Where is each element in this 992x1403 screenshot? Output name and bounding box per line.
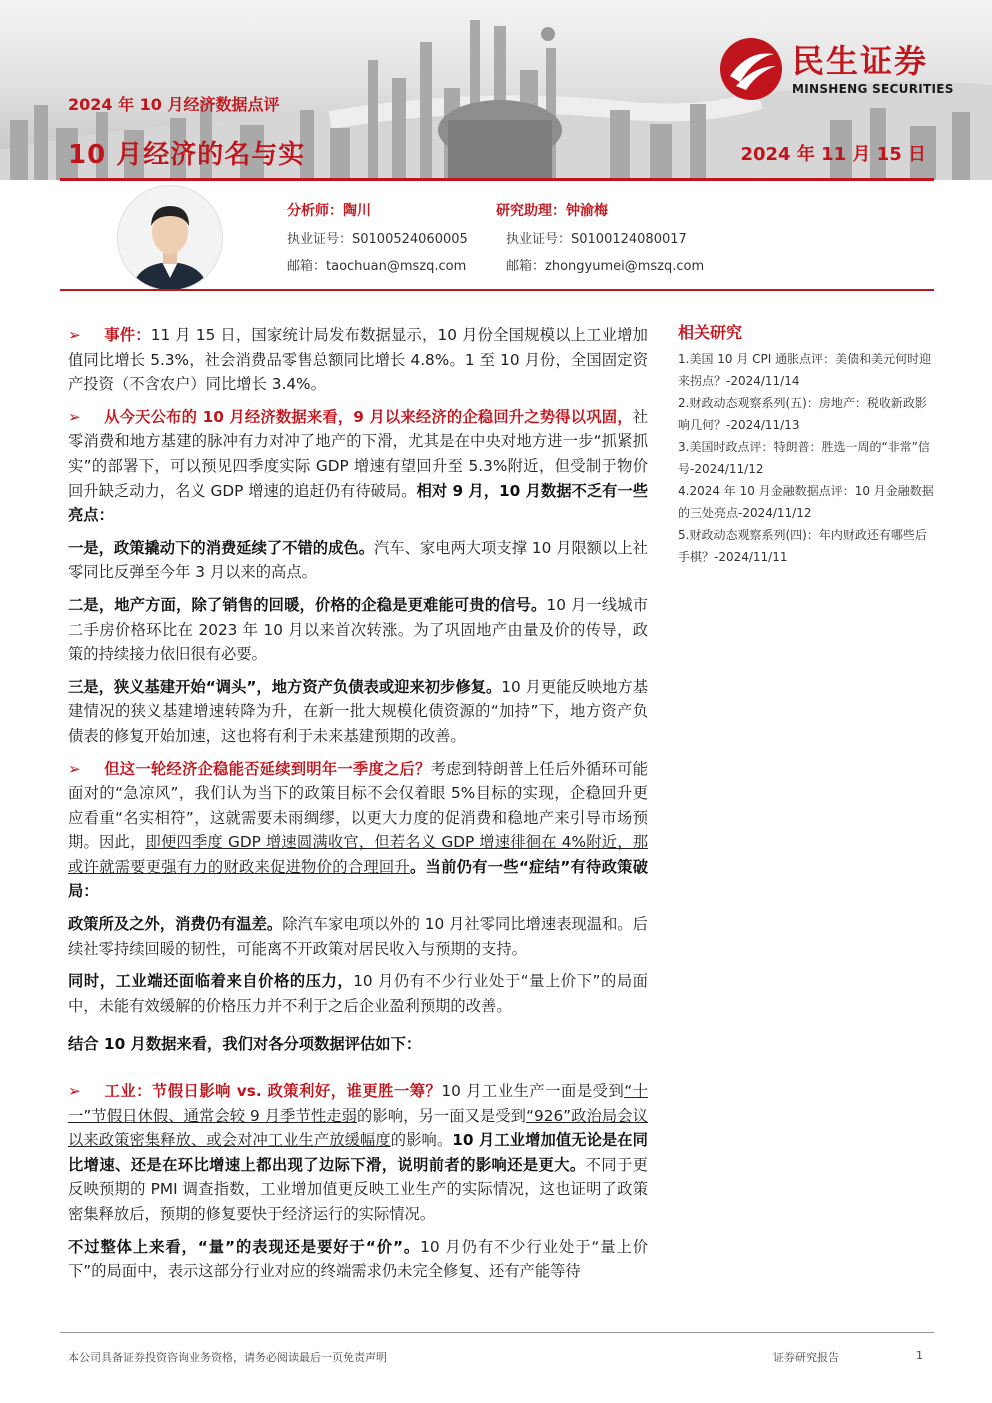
analyst-1	[287, 200, 468, 274]
header-banner	[0, 0, 992, 180]
para-highlight-3: 三是，狭义基建开始“调头”，地方资产负债表或迎来初步修复。10 月更能反映地方基建情况的狭义基建增速转降为升，在新一批大规模化债资源的“加持”下，地方资产负债表的修复开始加速，这也将有利于未来基建预期的改善。	[68, 677, 649, 745]
analyst-1-name: 分析师：陶川	[287, 203, 371, 219]
bullet-arrow-icon: ➢	[68, 759, 81, 778]
related-research-item[interactable]: 2.财政动态观察系列(五)：房地产：税收新政影响几何？-2024/11/13	[678, 396, 927, 432]
logo-chinese-name: 民生证券	[792, 42, 929, 80]
para-highlight-1: 一是，政策撬动下的消费延续了不错的成色。汽车、家电两大项支撑 10 月限额以上社零同比反弹至今年 3 月以来的高点。	[68, 538, 648, 582]
para-highlight-2: 二是，地产方面，除了销售的回暖，价格的企稳是更难能可贵的信号。10 月一线城市二手房价格环比在 2023 年 10 月以来首次转涨。为了巩固地产由量及价的传导，政策的持续接力依旧很有必要。	[68, 595, 648, 664]
report-body	[68, 323, 648, 1292]
footer-divider	[60, 1332, 934, 1333]
related-research-item[interactable]: 4.2024 年 10 月金融数据点评：10 月金融数据的三处亮点-2024/11/12	[678, 484, 934, 520]
related-research-heading: 相关研究	[678, 323, 743, 342]
related-research-item[interactable]: 5.财政动态观察系列(四)：年内财政还有哪些后手棋？-2024/11/11	[678, 528, 927, 564]
report-title: 10 月经济的名与实	[68, 140, 306, 170]
report-subtitle: 2024 年 10 月经济数据点评	[68, 95, 280, 114]
para-consumption: 政策所及之外，消费仍有温差。除汽车家电项以外的 10 月社零同比增速表现温和。后续社零持续回暖的韧性，可能离不开政策对居民收入与预期的支持。	[68, 915, 648, 958]
related-research-item[interactable]: 3.美国时政点评：特朗普：胜选一周的“非常”信号-2024/11/12	[678, 440, 930, 476]
analyst-portrait-icon	[118, 186, 222, 290]
company-logo	[718, 34, 968, 104]
para-overview: ➢ 从今天公布的 10 月经济数据来看，9 月以来经济的企稳回升之势得以巩固，社零消费和地方基建的脉冲有力对冲了地产的下滑，尤其是在中央对地方进一步“抓紧抓实”的部署下，可以预见四季度实际 GDP 增速有望回升至 5.3%附近，但受制于物价回升缺乏动力，名义 GDP 增速的追赶仍有待破局。相对 9 月，10 月数据不乏有一些亮点：	[68, 405, 648, 528]
analyst-1-cert: 执业证号：S0100524060005	[287, 232, 468, 247]
para-outlook: ➢ 但这一轮经济企稳能否延续到明年一季度之后？考虑到特朗普上任后外循环可能面对的“急凉风”，我们认为当下的政策目标不会仅着眼 5%目标的实现，企稳回升更应看重“名实相符”，这就需要未雨绸缪，以更大力度的促消费和稳地产来引导市场预期。因此，即便四季度 GDP 增速圆满收官，但若名义 GDP 增速徘徊在 4%附近，那或许就需要更强有力的财政来促进物价的合理回升。当前仍有一些“症结”有待政策破局：	[68, 757, 648, 905]
page-number: 1	[916, 1349, 923, 1362]
bullet-arrow-icon: ➢	[68, 407, 81, 426]
para-industry-price: 同时，工业端还面临着来自价格的压力，10 月仍有不少行业处于“量上价下”的局面中，未能有效缓解的价格压力并不利于之后企业盈利预期的改善。	[68, 972, 648, 1015]
analyst-1-email[interactable]: 邮箱：taochuan@mszq.com	[287, 259, 467, 274]
para-industry: ➢ 工业：节假日影响 vs. 政策利好，谁更胜一筹？10 月工业生产一面是受到“十一”节假日休假、通常会较 9 月季节性走弱的影响，另一面又是受到“926”政治局会议以来政策密集释放、或会对冲工业生产放缓幅度的影响。10 月工业增加值无论是在同比增速、还是在环比增速上都出现了边际下滑，说明前者的影响还是更大。不同于更反映预期的 PMI 调查指数，工业增加值更反映工业生产的实际情况，这也证明了政策密集释放后，预期的修复要快于经济运行的实际情况。	[68, 1079, 648, 1227]
bullet-arrow-icon: ➢	[68, 326, 81, 344]
footer-disclaimer: 本公司具备证券投资咨询业务资格，请务必阅读最后一页免责声明	[68, 1351, 387, 1364]
analyst-2-email[interactable]: 邮箱：zhongyumei@mszq.com	[506, 259, 705, 274]
analyst-photo	[117, 185, 223, 291]
analyst-divider	[60, 289, 934, 291]
related-research	[678, 322, 936, 568]
footer-report-type: 证券研究报告	[773, 1351, 839, 1364]
analyst-2	[496, 200, 704, 274]
para-event: ➢ 事件：11 月 15 日，国家统计局发布数据显示，10 月份全国规模以上工业增加值同比增长 5.3%，社会消费品零售总额同比增长 4.8%。1 至 10 月份，全国固定资产投资（不含农户）同比增长 3.4%。	[68, 323, 648, 397]
related-research-item[interactable]: 1.美国 10 月 CPI 通胀点评：美债和美元何时迎来拐点？-2024/11/14	[678, 352, 932, 388]
minsheng-logo-icon	[718, 36, 784, 102]
bullet-arrow-icon: ➢	[68, 1082, 81, 1101]
para-summary-intro: 结合 10 月数据来看，我们对各分项数据评估如下：	[68, 1035, 422, 1054]
header-divider	[60, 178, 934, 181]
report-date: 2024 年 11 月 15 日	[740, 144, 926, 165]
logo-english-name: MINSHENG SECURITIES	[792, 82, 954, 96]
analyst-2-cert: 执业证号：S0100124080017	[506, 232, 687, 247]
analyst-2-name: 研究助理：钟渝梅	[496, 203, 608, 219]
para-volume-price: 不过整体上来看，“量”的表现还是要好于“价”。10 月仍有不少行业处于“量上价下”的局面中，表示这部分行业对应的终端需求仍未完全修复、还有产能等待	[68, 1237, 648, 1281]
